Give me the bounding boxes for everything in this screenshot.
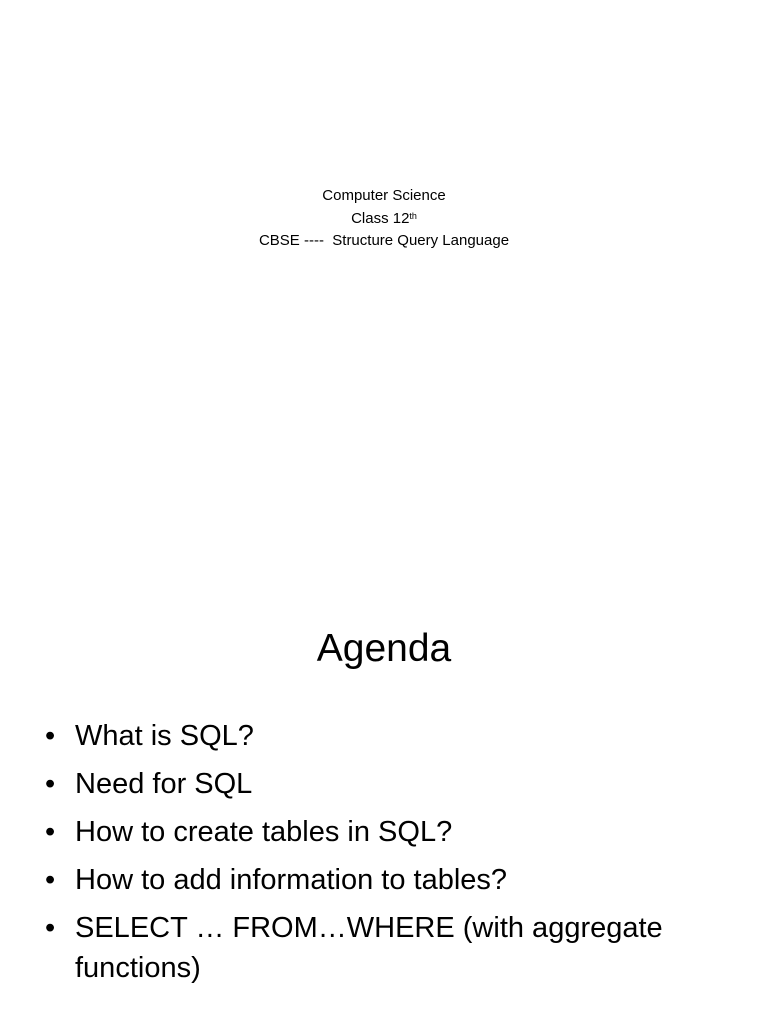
class-number: Class 12 <box>351 209 410 227</box>
agenda-item-text: How to create tables in SQL? <box>75 816 453 848</box>
class-superscript: th <box>409 210 417 221</box>
agenda-item-text: How to add information to tables? <box>75 864 508 896</box>
agenda-item-text: What is SQL? <box>75 720 254 752</box>
bullet-icon: • <box>45 816 56 848</box>
title-slide <box>0 185 768 253</box>
subject-title: Computer Science <box>322 187 446 204</box>
bullet-icon: • <box>45 720 56 752</box>
agenda-list <box>45 716 745 996</box>
bullet-icon: • <box>45 912 56 944</box>
class-label <box>0 208 768 231</box>
agenda-item <box>45 764 745 804</box>
agenda-item <box>45 908 745 988</box>
board-topic: CBSE ---- Structure Query Language <box>258 232 510 249</box>
agenda-item <box>45 716 745 756</box>
bullet-icon: • <box>45 768 56 800</box>
agenda-heading: Agenda <box>316 627 452 670</box>
agenda-item-text: SELECT … FROM…WHERE (with aggregate functions) <box>75 912 663 984</box>
agenda-item <box>45 860 745 900</box>
agenda-item-text: Need for SQL <box>75 768 253 800</box>
agenda-item <box>45 812 745 852</box>
bullet-icon: • <box>45 864 56 896</box>
